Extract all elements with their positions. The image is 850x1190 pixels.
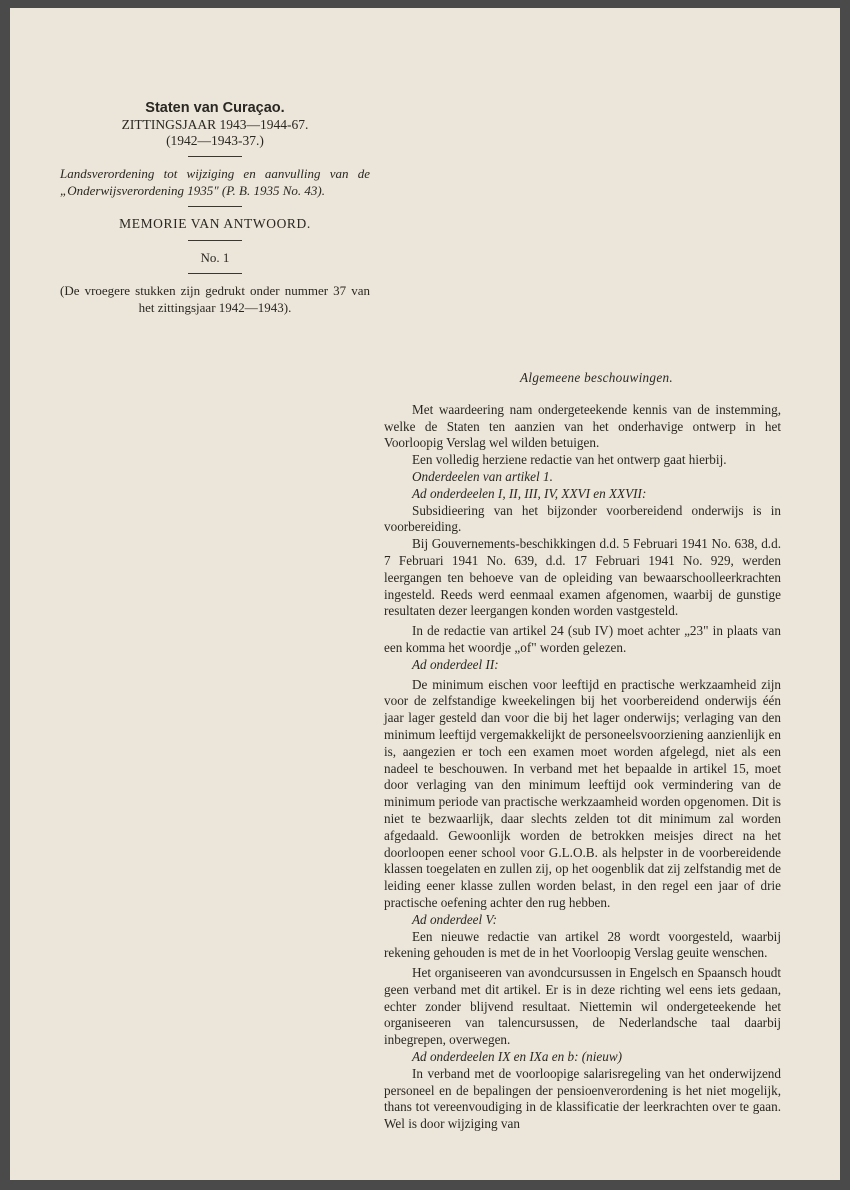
- header-block: [60, 100, 370, 316]
- subheading: Onderdeelen van artikel 1.: [412, 468, 553, 484]
- divider: [188, 273, 242, 274]
- session-ref: (1942—1943-37.): [166, 133, 264, 148]
- paragraph: Met waardeering nam ondergeteekende kennis van de instemming, welke de Staten ten aanzien van het onderhavige ontwerp in het Voorloopig Verslag wel wilden betuigen.: [384, 401, 781, 451]
- subheading: Ad onderdeelen IX en IXa en b: (nieuw): [412, 1049, 623, 1065]
- memo-title: MEMORIE VAN ANTWOORD.: [119, 216, 311, 231]
- ordinance-title: Landsverordening tot wijziging en aanvulling van de „Onderwijsverordening 1935" (P. B. 1935 No. 43).: [60, 166, 370, 198]
- paragraph: Subsidieering van het bijzonder voorbereidend onderwijs is in voorbereiding.: [384, 502, 781, 535]
- divider: [188, 156, 242, 157]
- paragraph-list: [384, 402, 781, 1133]
- subheading: Ad onderdeel II:: [412, 656, 499, 672]
- body-column: [384, 370, 781, 1133]
- paragraph: Het organiseeren van avondcursussen in Engelsch en Spaansch houdt geen verband met dit artikel. Er is in deze richting wel eens iets gedaan, echter zonder blijvend resultaat. Niettemin wil ondergeteekende het organiseeren van talencursussen, de Nederlandsche taal daarbij inbegrepen, overwegen.: [384, 965, 781, 1048]
- reference-note: (De vroegere stukken zijn gedrukt onder nummer 37 van het zittingsjaar 1942—1943).: [60, 283, 370, 315]
- document-page: [10, 8, 840, 1180]
- paragraph: In de redactie van artikel 24 (sub IV) moet achter „23" in plaats van een komma het woordje „of" worden gelezen.: [384, 623, 781, 655]
- subheading: Ad onderdeel V:: [412, 911, 498, 927]
- subheading: Ad onderdeelen I, II, III, IV, XXVI en XXVII:: [412, 485, 647, 501]
- session-year: ZITTINGSJAAR 1943—1944-67.: [121, 117, 309, 132]
- paragraph: Een nieuwe redactie van artikel 28 wordt voorgesteld, waarbij rekening gehouden is met de in het Voorloopig Verslag geuite wenschen.: [384, 928, 781, 961]
- paragraph: Bij Gouvernements-beschikkingen d.d. 5 Februari 1941 No. 638, d.d. 7 Februari 1941 No. 639, d.d. 17 Februari 1941 No. 929, werden leergangen ten behoeve van de opleiding van bewaarschoolleerkrachten ingesteld. Reeds werd eenmaal examen afgenomen, waarbij de gunstige resultaten dezer leergangen konden worden vastgesteld.: [384, 536, 781, 619]
- paragraph: Een volledig herziene redactie van het ontwerp gaat hierbij.: [412, 452, 727, 468]
- doc-title: Staten van Curaçao.: [145, 100, 285, 116]
- section-title: Algemeene beschouwingen.: [520, 370, 673, 385]
- divider: [188, 206, 242, 207]
- memo-number: No. 1: [200, 250, 230, 265]
- paragraph: In verband met de voorloopige salarisregeling van het onderwijzend personeel en de bepalingen der pensioenverordening is het niet mogelijk, thans tot vereenvoudiging in de klassificatie der leerkrachten over te gaan. Wel is door wijziging van: [384, 1065, 781, 1132]
- paragraph: De minimum eischen voor leeftijd en practische werkzaamheid zijn voor de zelfstandige kweekelingen bij het voorbereidend onderwijs één jaar lager gesteld dan voor die bij het lager onderwijs; verlaging van den minimum leeftijd vergemakkelijkt de personeelsvoorziening aanzienlijk en is, aangezien er toch een examen moet worden afgelegd, niet als een nadeel te beschouwen. In verband met het bepaalde in artikel 15, moet door verlaging van den minimum leeftijd ook vermindering van de minimum periode van practische werkzaamheid worden opgenomen. Dit is niet te bezwaarlijk, daar slechts zelden tot dit minimum zal worden afgedaald. Gewoonlijk worden de betrokken meisjes direct na het doorloopen eener school voor G.L.O.B. als helpster in de voorbereidende klassen toegelaten en zullen zij, op het oogenblik dat zij zelfstandig met de leiding eener klasse zullen worden belast, in den regel een jaar of drie practische oefening achter den rug hebben.: [384, 676, 781, 910]
- divider: [188, 240, 242, 241]
